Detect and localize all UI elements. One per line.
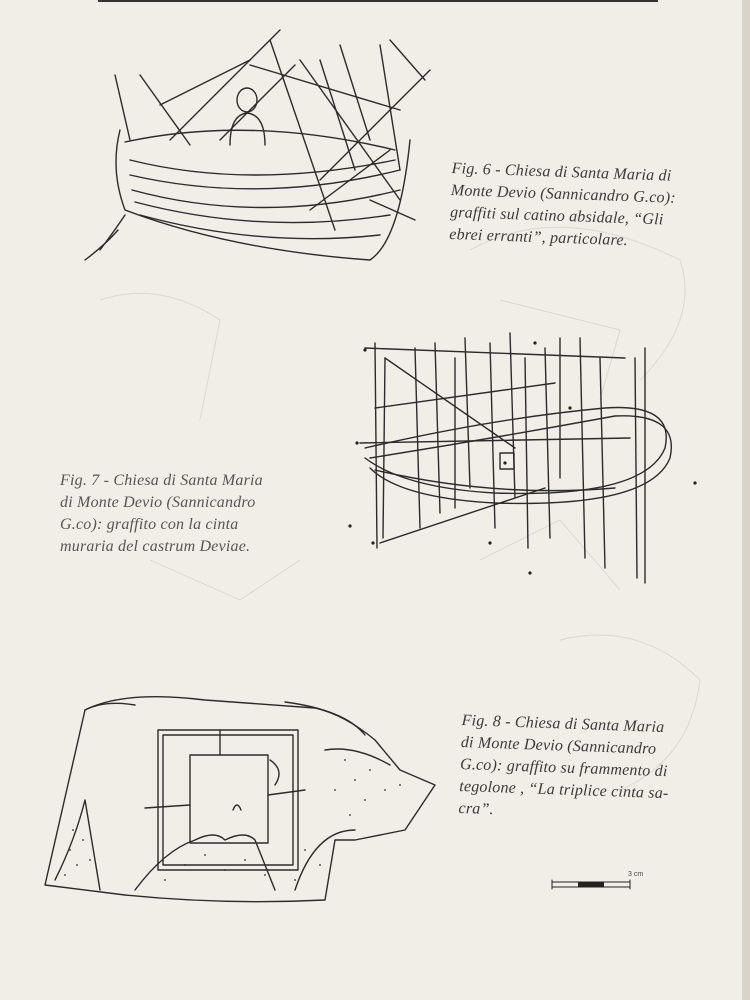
scale-bar [550,878,640,892]
caption-line: G.co): graffito su frammento di [459,755,668,781]
fig6-caption [449,158,697,254]
caption-line: Monte Devio (Sannicandro G.co): [450,181,677,207]
caption-line: ebrei erranti”, particolare. [449,225,629,250]
fig8-caption [458,710,717,829]
caption-line: muraria del castrum Deviae. [60,538,251,555]
fig8-drawing [45,690,445,920]
page-edge [742,0,750,1000]
fig7-caption [60,470,310,558]
fig6-drawing [70,20,440,290]
caption-line: di Monte Devio (Sannicandro [460,733,657,758]
caption-line: tegolone , “La triplice cinta sa- [459,777,669,803]
caption-line: Fig. 7 - Chiesa di Santa Maria [60,472,263,489]
caption-line: graffiti sul catino absidale, “Gli [449,203,664,229]
fig7-drawing [345,298,715,598]
caption-line: G.co): graffito con la cinta [60,516,239,533]
caption-line: Fig. 8 - Chiesa di Santa Maria [461,711,665,737]
caption-line: cra”. [458,799,495,819]
caption-line: di Monte Devio (Sannicandro [60,494,256,511]
scale-bar-label: 3 cm [628,871,644,878]
caption-line: Fig. 6 - Chiesa di Santa Maria di [451,159,672,185]
